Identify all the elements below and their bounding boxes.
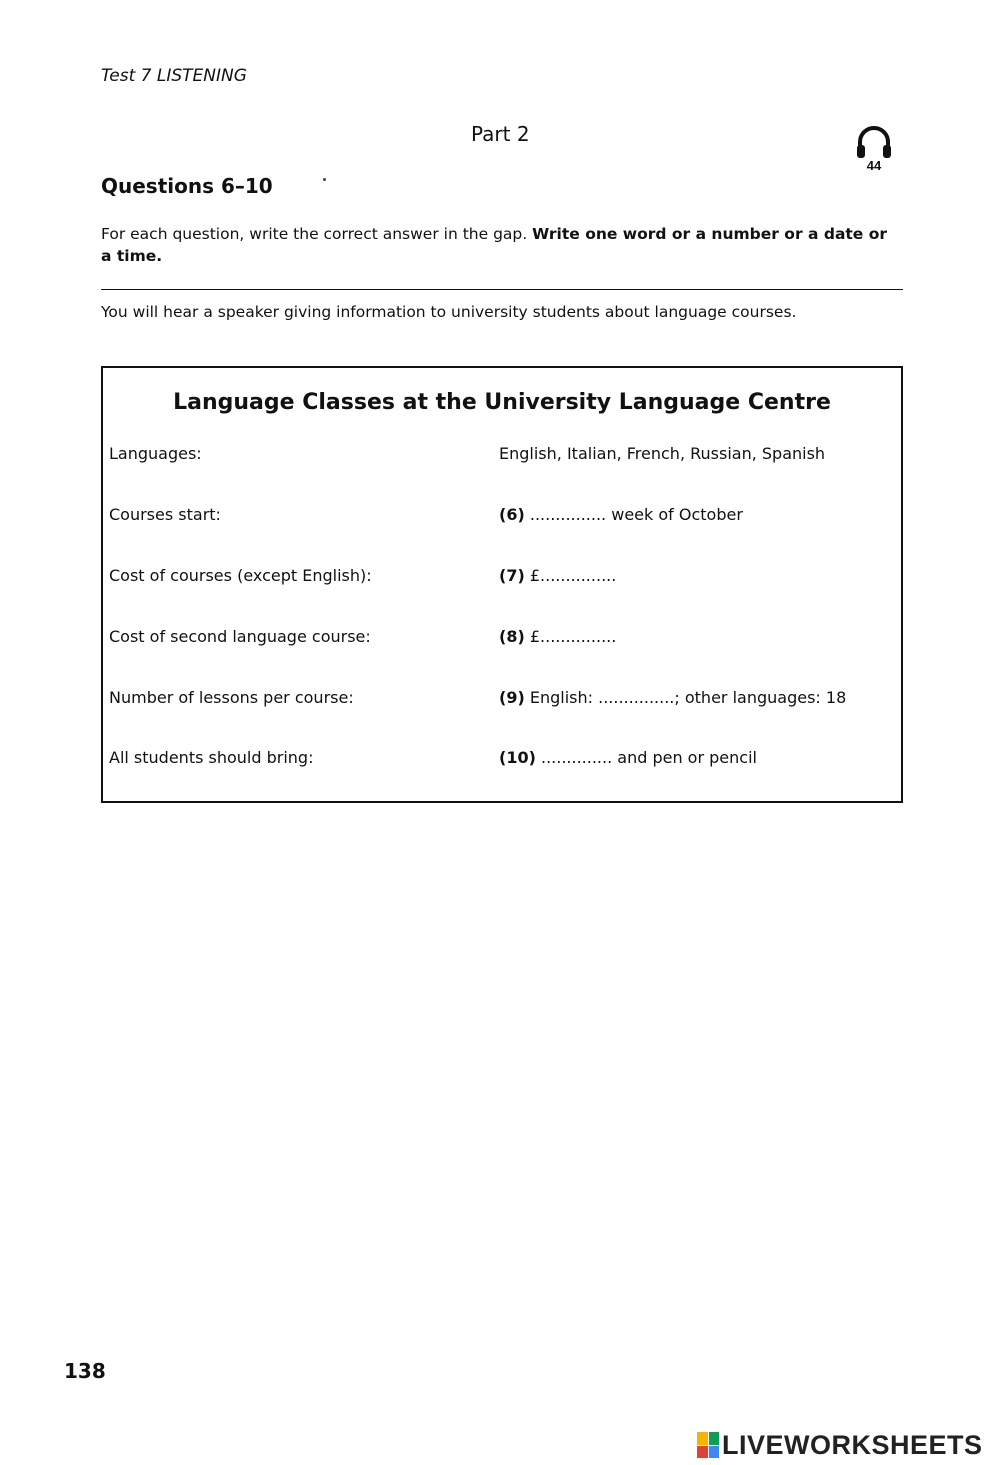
- row-value-cost-courses[interactable]: [499, 566, 616, 585]
- liveworksheets-brand[interactable]: [697, 1429, 983, 1461]
- audio-track-badge[interactable]: [852, 124, 896, 178]
- row-label-cost-courses: Cost of courses (except English):: [109, 566, 372, 585]
- instruction-emphasis: Write one word or a number or a date or a time.: [101, 225, 888, 265]
- answer-gap[interactable]: ............... week of October: [524, 505, 743, 524]
- row-label-languages: Languages:: [109, 444, 202, 463]
- logo-square: [697, 1446, 708, 1459]
- test-label: Test 7 LISTENING: [101, 66, 247, 86]
- logo-square: [709, 1446, 720, 1459]
- question-number: (6): [499, 505, 525, 524]
- brand-text: LIVEWORKSHEETS: [722, 1429, 983, 1460]
- row-value-courses-start[interactable]: [499, 505, 743, 524]
- notes-title: Language Classes at the University Language Centre: [173, 390, 831, 415]
- question-number: (7): [499, 566, 525, 585]
- question-number: (10): [499, 748, 536, 767]
- page-number: 138: [64, 1359, 106, 1383]
- divider: [101, 289, 903, 290]
- row-value-text: English, Italian, French, Russian, Spanish: [499, 444, 826, 463]
- liveworksheets-logo-icon: [697, 1432, 719, 1458]
- row-value-cost-second[interactable]: [499, 627, 616, 646]
- row-label-bring: All students should bring:: [109, 748, 314, 767]
- answer-gap[interactable]: English: ...............; other languages: 18: [524, 688, 847, 707]
- question-number: (9): [499, 688, 525, 707]
- answer-gap[interactable]: £...............: [524, 627, 617, 646]
- logo-square: [697, 1432, 708, 1445]
- questions-heading: Questions 6–10: [101, 174, 273, 198]
- context-text: You will hear a speaker giving information to university students about language courses.: [101, 303, 797, 321]
- answer-gap[interactable]: .............. and pen or pencil: [535, 748, 757, 767]
- notes-box: [101, 366, 903, 803]
- answer-gap[interactable]: £...............: [524, 566, 617, 585]
- question-number: (8): [499, 627, 525, 646]
- instructions: [101, 223, 891, 267]
- row-label-cost-second: Cost of second language course:: [109, 627, 371, 646]
- stray-mark: [323, 178, 326, 181]
- instruction-text: For each question, write the correct answer in the gap.: [101, 225, 533, 243]
- row-value-languages: [499, 444, 825, 463]
- audio-track-number: 44: [866, 158, 882, 173]
- row-label-courses-start: Courses start:: [109, 505, 221, 524]
- row-value-lessons[interactable]: [499, 688, 846, 707]
- logo-square: [709, 1432, 720, 1445]
- row-value-bring[interactable]: [499, 748, 757, 767]
- part-label: Part 2: [471, 122, 530, 146]
- row-label-lessons: Number of lessons per course:: [109, 688, 354, 707]
- headphones-icon: [852, 124, 896, 160]
